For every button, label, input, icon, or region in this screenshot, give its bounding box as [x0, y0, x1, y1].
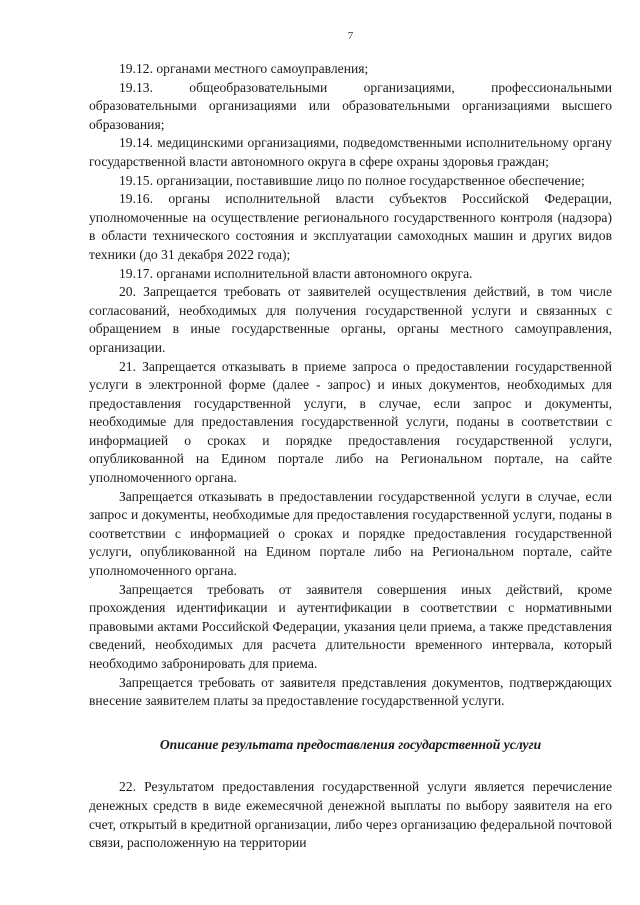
- paragraphs-bottom: [89, 778, 612, 852]
- paragraph-21-payment: Запрещается требовать от заявителя представления документов, подтверждающих внесение заявителем платы за предоставление государственной услуги.: [89, 674, 612, 709]
- paragraph-21: 21. Запрещается отказывать в приеме запроса о предоставлении государственной услуги в электронной форме (далее - запрос) и иных документов, необходимых для предоставления государственной услуги, в случае, если запрос и документы, необходимые для предоставления государственной услуги, поданы в соответствии с информацией о сроках и порядке предоставления государственной услуги, опубликованной на Едином портале либо на Региональном портале, на сайте уполномоченного органа.: [89, 358, 612, 486]
- paragraph-22: 22. Результатом предоставления государственной услуги является перечисление денежных средств в виде ежемесячной денежной выплаты по выбору заявителя на его счет, открытый в кредитной организации, либо через организацию федеральной почтовой связи, расположенную на территории: [89, 779, 612, 851]
- paragraph-19-14: 19.14. медицинскими организациями, подведомственными исполнительному органу государственной власти автономного округа в сфере охраны здоровья граждан;: [89, 135, 612, 169]
- paragraph-19-12: 19.12. органами местного самоуправления;: [119, 61, 369, 76]
- section-heading: Описание результата предоставления государственной услуги: [159, 736, 542, 752]
- paragraph-19-13: 19.13. общеобразовательными организациями, профессиональными образовательными организациями или образовательными организациями высшего образования;: [89, 79, 612, 132]
- paragraph-20: 20. Запрещается требовать от заявителей осуществления действий, в том числе согласований, необходимых для получения государственной услуги и связанных с обращением в иные государственные органы, органы местного самоуправления, организации.: [89, 284, 612, 355]
- paragraphs-top: [89, 60, 612, 711]
- page-number: 7: [347, 30, 354, 42]
- paragraph-19-16: 19.16. органы исполнительной власти субъектов Российской Федерации, уполномоченные на осуществление регионального государственного контроля (надзора) в области технического состояния и эксплуатации самоходных машин и других видов техники (до 31 декабря 2022 года);: [89, 191, 612, 262]
- paragraph-21-actions: Запрещается требовать от заявителя совершения иных действий, кроме прохождения идентификации и аутентификации в соответствии с нормативными правовыми актами Российской Федерации, указания цели приема, а также представления сведений, необходимых для расчета длительности временного интервала, который необходимо забронировать для приема.: [89, 581, 612, 671]
- paragraph-19-17: 19.17. органами исполнительной власти автономного округа.: [119, 265, 473, 281]
- paragraph-21-refusal: Запрещается отказывать в предоставлении государственной услуги в случае, если запрос и документы, необходимые для предоставления государственной услуги, поданы в соответствии с информацией о сроках и порядке предоставления государственной услуги, опубликованной на Едином портале либо на Региональном портале, сайте уполномоченного органа.: [89, 488, 612, 579]
- paragraph-19-15: 19.15. организации, поставившие лицо по полное государственное обеспечение;: [119, 172, 585, 188]
